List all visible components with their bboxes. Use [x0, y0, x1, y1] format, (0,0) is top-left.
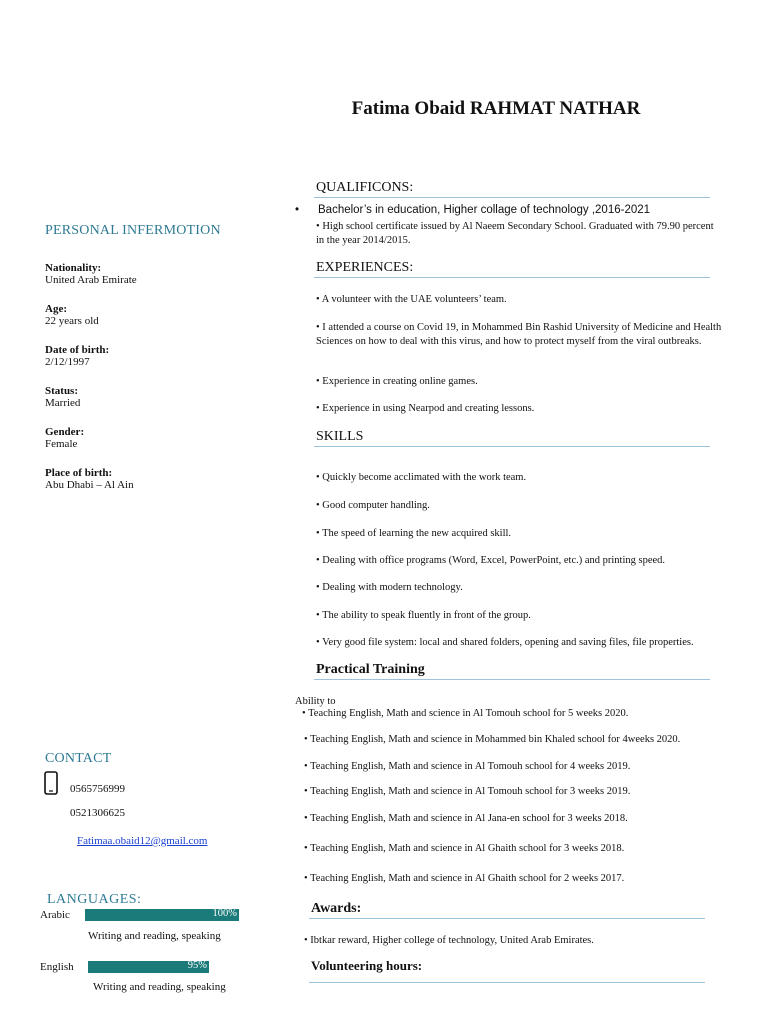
list-item: • Teaching English, Math and science in Al Tomouh school for 4 weeks 2019. — [304, 761, 631, 772]
language-note: Writing and reading, speaking — [93, 981, 226, 993]
list-item: • Teaching English, Math and science in Al Tomouh school for 3 weeks 2019. — [304, 786, 631, 797]
field-nationality — [45, 262, 275, 303]
field-value: Abu Dhabi – Al Ain — [45, 479, 134, 491]
field-age — [45, 303, 275, 344]
cv-name: Fatima Obaid RAHMAT NATHAR — [351, 98, 641, 119]
list-item: • I attended a course on Covid 19, in Mohammed Bin Rashid University of Medicine and Health Sciences on how to deal with this virus, and how to protect myself from the viral outbreaks. — [316, 322, 722, 347]
phone-number: 0521306625 — [70, 807, 125, 819]
field-value: Married — [45, 397, 81, 409]
field-value: United Arab Emirate — [45, 274, 137, 286]
personal-info-title: PERSONAL INFERMOTION — [45, 223, 221, 238]
list-item: • Experience in using Nearpod and creating lessons. — [316, 403, 535, 414]
qualification-text: High school certificate issued by Al Naeem Secondary School. Graduated with 79.90 percent in the year 2014/2015. — [316, 221, 714, 246]
training-intro: Ability to — [295, 696, 336, 707]
qualifications-title: QUALIFICONS: — [316, 180, 414, 195]
contact-title: CONTACT — [45, 751, 112, 766]
bullet: • — [316, 221, 320, 232]
training-title: Practical Training — [316, 662, 425, 677]
field-label: Place of birth: — [45, 467, 113, 479]
section-rule — [314, 679, 710, 680]
field-date-of-birth — [45, 344, 275, 385]
qualification-item — [316, 220, 716, 248]
field-label: Gender: — [45, 426, 85, 438]
list-item: • Teaching English, Math and science in Al Tomouh school for 5 weeks 2020. — [302, 708, 629, 719]
list-item: • Quickly become acclimated with the work team. — [316, 472, 527, 483]
section-rule — [314, 197, 710, 198]
list-item: • Experience in creating online games. — [316, 376, 478, 387]
list-item: • A volunteer with the UAE volunteers’ team. — [316, 294, 507, 305]
section-rule — [314, 446, 710, 447]
qualification-bullet: • — [295, 204, 300, 216]
section-rule — [309, 918, 705, 919]
field-label: Date of birth: — [45, 344, 110, 356]
list-item: • Teaching English, Math and science in Al Jana-en school for 3 weeks 2018. — [304, 813, 628, 824]
section-rule — [314, 277, 710, 278]
language-percent: 95% — [187, 960, 207, 971]
list-item: • The speed of learning the new acquired skill. — [316, 528, 512, 539]
list-item: • Dealing with modern technology. — [316, 582, 463, 593]
language-name: English — [40, 961, 74, 973]
email-link[interactable]: Fatimaa.obaid12@gmail.com — [77, 835, 208, 847]
list-item: • Teaching English, Math and science in Mohammed bin Khaled school for 4weeks 2020. — [304, 734, 681, 745]
language-note: Writing and reading, speaking — [88, 930, 221, 942]
list-item: • Ibtkar reward, Higher college of technology, United Arab Emirates. — [304, 935, 594, 946]
languages-title: LANGUAGES: — [47, 892, 142, 907]
language-level-bar — [85, 909, 239, 921]
list-item: • The ability to speak fluently in front of the group. — [316, 610, 531, 621]
field-value: 2/12/1997 — [45, 356, 90, 368]
personal-info — [45, 262, 275, 508]
field-value: Female — [45, 438, 78, 450]
list-item: • Good computer handling. — [316, 500, 430, 511]
language-name: Arabic — [40, 909, 70, 921]
awards-title: Awards: — [311, 901, 362, 916]
phone-icon — [44, 771, 58, 795]
section-rule — [309, 982, 705, 983]
qualification-item: Bachelor’s in education, Higher collage of technology ,2016-2021 — [318, 204, 651, 216]
list-item: • Teaching English, Math and science in Al Ghaith school for 3 weeks 2018. — [304, 843, 625, 854]
list-item: • Very good file system: local and shared folders, opening and saving files, file properties. — [316, 637, 694, 648]
skills-title: SKILLS — [316, 429, 364, 444]
field-place-of-birth — [45, 467, 275, 508]
phone-number: 0565756999 — [70, 783, 125, 795]
field-gender — [45, 426, 275, 467]
language-percent: 100% — [212, 908, 237, 919]
field-value: 22 years old — [45, 315, 99, 327]
experiences-title: EXPERIENCES: — [316, 260, 414, 275]
list-item: • Teaching English, Math and science in Al Ghaith school for 2 weeks 2017. — [304, 873, 625, 884]
volunteering-title: Volunteering hours: — [311, 958, 423, 973]
list-item: • Dealing with office programs (Word, Excel, PowerPoint, etc.) and printing speed. — [316, 555, 666, 566]
language-level-bar — [88, 961, 209, 973]
field-label: Status: — [45, 385, 79, 397]
field-status — [45, 385, 275, 426]
field-label: Nationality: — [45, 262, 102, 274]
field-label: Age: — [45, 303, 67, 315]
